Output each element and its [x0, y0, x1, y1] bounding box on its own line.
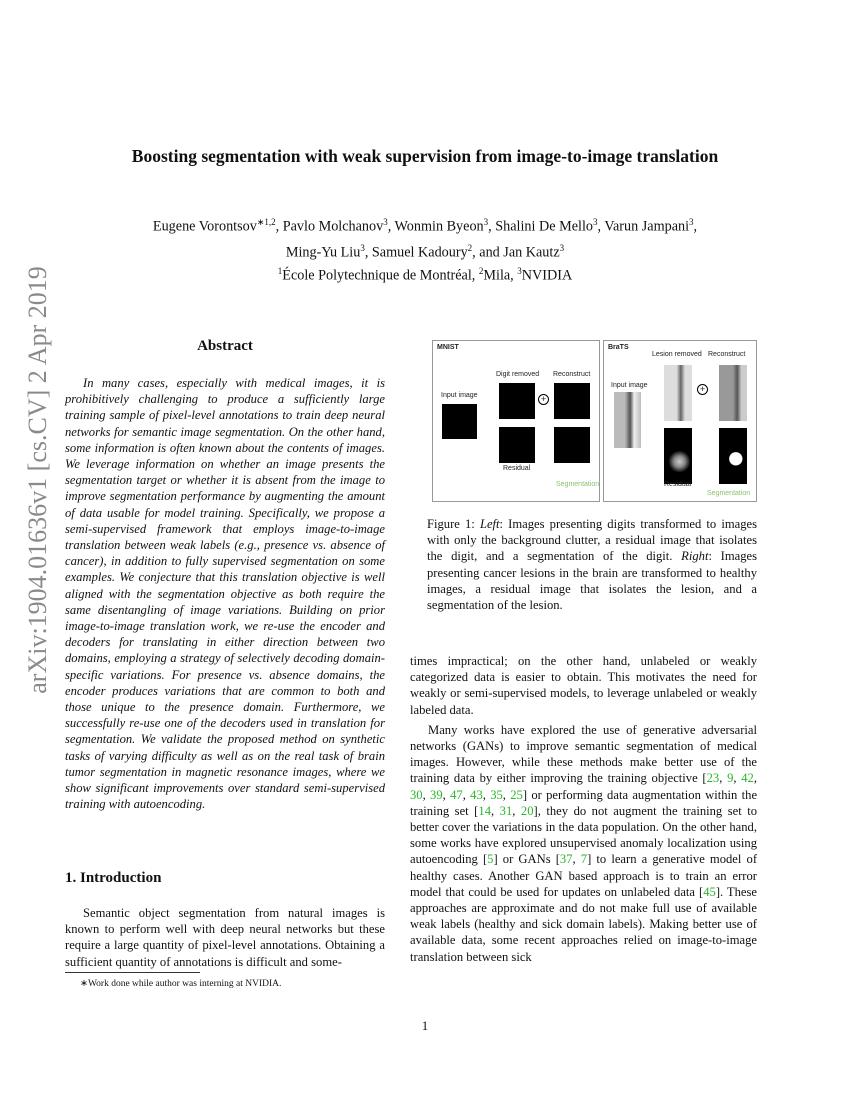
abstract-paragraph: In many cases, especially with medical images, it is prohibitively challenging to produce a sufficiently large training sample of pixel-level annotations to train deep neural networks for semantic image segmentation. On the other hand, some information is often known about the contents of images. We leverage information on whether an image presents the segmentation target or whether it is absent from the image to improve segmentation performance by augmenting the amount of data usable for model training. Specifically, we propose a semi-supervised framework that employs image-to-image translation between weak labels (e.g., presence vs. absence of cancer), in addition to fully supervised segmentation on some examples. We conjecture that this translation objective is well aligned with the segmentation objective as both require the same disentangling of image variations. Building on prior image-to-image translation work, we re-use the encoder and decoders for translating in either direction between two domains, employing a strategy of selectively decoding domain-specific variations. For presence vs. absence domains, the encoder produces variations that are common to both and those unique to the presence domain. Furthermore, we successfully re-use one of the decoders used in translation for segmentation. We validate the proposed method on synthetic tasks of varying difficulty as well as on the real task of brain tumor segmentation in magnetic resonance images, where we show significant improvements over standard semi-supervised training with autoencoding. [65, 376, 385, 812]
plus-icon: + [538, 394, 549, 405]
input-image [442, 404, 477, 439]
segmentation-image [554, 427, 590, 463]
paragraph [410, 722, 757, 965]
segmentation-image [719, 428, 747, 484]
author-name: , Varun Jampani [597, 218, 690, 235]
reconstruct-image [719, 365, 747, 421]
citation-link[interactable]: 31 [499, 803, 513, 818]
author-affiliation-mark: 3 [559, 242, 565, 253]
author-affiliation-mark: 3 [360, 242, 365, 253]
text-segment: ] to learn a generative model of healthy cases. Another GAN based approach is to train an error model that could be used for updates on unlabeled data [ [410, 852, 758, 899]
plus-icon: + [697, 384, 708, 395]
label-input: Input image [611, 382, 648, 389]
author-affiliation-mark: 3 [483, 217, 489, 227]
author-name: Ming-Yu Liu [285, 244, 361, 261]
text-segment: ], they do not augment the training set to better cover the variations in the data population. On the other hand, some works have explored unsupervised anomaly localization using autoencoding [ [410, 803, 758, 867]
residual-image [499, 427, 535, 463]
author-list [60, 212, 790, 263]
intro-heading: 1. Introduction [65, 870, 162, 886]
page-number: 1 [421, 1018, 429, 1033]
footnote: ∗Work done while author was interning at NVIDIA. [80, 979, 282, 989]
affiliation-mark: 2 [478, 266, 484, 276]
citation-link[interactable]: 43 [470, 787, 483, 802]
author-name: , Samuel Kadoury [364, 244, 468, 261]
panel-title: MNIST [437, 344, 459, 351]
affiliation-name: Mila, [483, 267, 518, 284]
text-segment: , [442, 787, 451, 802]
citation-link[interactable]: 35 [490, 787, 503, 802]
label-segmentation: Segmentation [556, 481, 600, 488]
caption-text: : Images presenting digits transformed to images with only the background clutter, a residual image that isolates the digit, and a segmentation of the digit. [427, 517, 757, 564]
author-affiliation-mark: ∗1,2 [256, 217, 276, 227]
label-residual: Residual [664, 481, 692, 488]
text-segment: , [512, 803, 521, 818]
input-image [614, 392, 641, 448]
panel-title: BraTS [608, 344, 629, 351]
removed-image [664, 365, 692, 421]
text-segment: , [490, 803, 500, 818]
citation-link[interactable]: 5 [487, 852, 494, 867]
citation-link[interactable]: 47 [450, 787, 463, 802]
author-name: , [693, 218, 698, 235]
label-reconstruct: Reconstruct [708, 351, 746, 358]
citation-link[interactable]: 9 [727, 771, 734, 786]
author-name: , Pavlo Molchanov [275, 218, 384, 235]
citation-link[interactable]: 42 [741, 771, 754, 786]
author-name: Eugene Vorontsov [152, 218, 257, 235]
paper-title: Boosting segmentation with weak supervision from image-to-image translation [131, 146, 719, 166]
affiliation-name: École Polytechnique de Montréal, [282, 267, 479, 284]
text-segment: , [572, 852, 581, 867]
text-segment: , [502, 787, 511, 802]
text-segment: , [753, 771, 757, 786]
citation-link[interactable]: 23 [706, 771, 720, 786]
citation-link[interactable]: 39 [430, 787, 443, 802]
text-segment: ] or performing data augmentation within the training set [ [410, 787, 758, 818]
citation-link[interactable]: 30 [410, 787, 423, 802]
author-affiliation-mark: 3 [689, 217, 694, 227]
figure-panel-mnist [432, 340, 600, 502]
intro-text [65, 905, 385, 970]
label-removed: Digit removed [496, 371, 540, 378]
intro-paragraph: Semantic object segmentation from natural images is known to perform well with deep neural networks but these require a large quantity of pixel-level annotations. Obtaining a sufficient quantity of annotations is difficult and some- [65, 906, 385, 969]
citation-link[interactable]: 7 [580, 852, 588, 867]
citation-link[interactable]: 37 [559, 852, 573, 867]
author-affiliation-mark: 3 [383, 217, 388, 227]
text-segment: , [482, 787, 491, 802]
caption-label: Figure 1: [427, 517, 480, 531]
footnote-rule [65, 972, 200, 973]
label-residual: Residual [503, 465, 531, 472]
author-line-2 [60, 238, 790, 264]
paragraph: times impractical; on the other hand, unlabeled or weakly categorized data is easier to obtain. This motivates the need for weakly or semi-supervised models, to leverage unlabeled or weakly labeled data. [410, 654, 757, 717]
text-segment: ] or GANs [ [493, 852, 560, 867]
author-name: , and Jan Kautz [472, 244, 560, 261]
citation-link[interactable]: 20 [520, 803, 534, 818]
citation-link[interactable]: 25 [510, 787, 523, 802]
figure-caption [427, 516, 757, 613]
citation-link[interactable]: 45 [703, 884, 716, 899]
label-removed: Lesion removed [652, 351, 702, 358]
text-segment: , [733, 771, 742, 786]
right-column-text [410, 653, 757, 965]
caption-left: Left [479, 517, 500, 531]
author-line-1 [60, 212, 790, 238]
abstract-heading: Abstract [197, 338, 253, 354]
author-name: , Wonmin Byeon [387, 218, 484, 235]
text-segment: , [719, 771, 728, 786]
figure-panel-brats [603, 340, 757, 502]
label-reconstruct: Reconstruct [553, 371, 591, 378]
residual-image [664, 428, 692, 484]
text-segment: , [462, 787, 471, 802]
affiliation-mark: 3 [517, 266, 522, 276]
affiliations [0, 266, 850, 285]
caption-right: Right [681, 549, 709, 564]
affiliation-mark: 1 [277, 266, 283, 276]
author-affiliation-mark: 3 [592, 217, 598, 227]
text-segment: , [422, 787, 431, 802]
citation-link[interactable]: 14 [478, 803, 491, 818]
author-name: , Shalini De Mello [488, 218, 593, 235]
caption-text: : Images presenting cancer lesions in the brain are transformed to healthy images, a residual image that isolates the lesion, and a segmentation of the lesion. [427, 549, 758, 613]
affiliation-name: NVIDIA [521, 267, 573, 284]
author-affiliation-mark: 2 [467, 242, 473, 253]
text-segment: Many works have explored the use of generative adversarial networks (GANs) to improve semantic segmentation of medical images. However, while these methods make better use of the training data by either improving the training objective [ [410, 722, 757, 786]
removed-image [499, 383, 535, 419]
label-segmentation: Segmentation [707, 490, 751, 497]
arxiv-stamp: arXiv:1904.01636v1 [cs.CV] 2 Apr 2019 [23, 266, 52, 694]
abstract-text [65, 375, 385, 812]
label-input: Input image [441, 392, 478, 399]
text-segment: ]. These approaches are approximate and do not make full use of available weak labels (healthy and sick domain labels). Making better use of available data, some recent approaches relied on image-to-image translation between sick [410, 884, 757, 964]
reconstruct-image [554, 383, 590, 419]
